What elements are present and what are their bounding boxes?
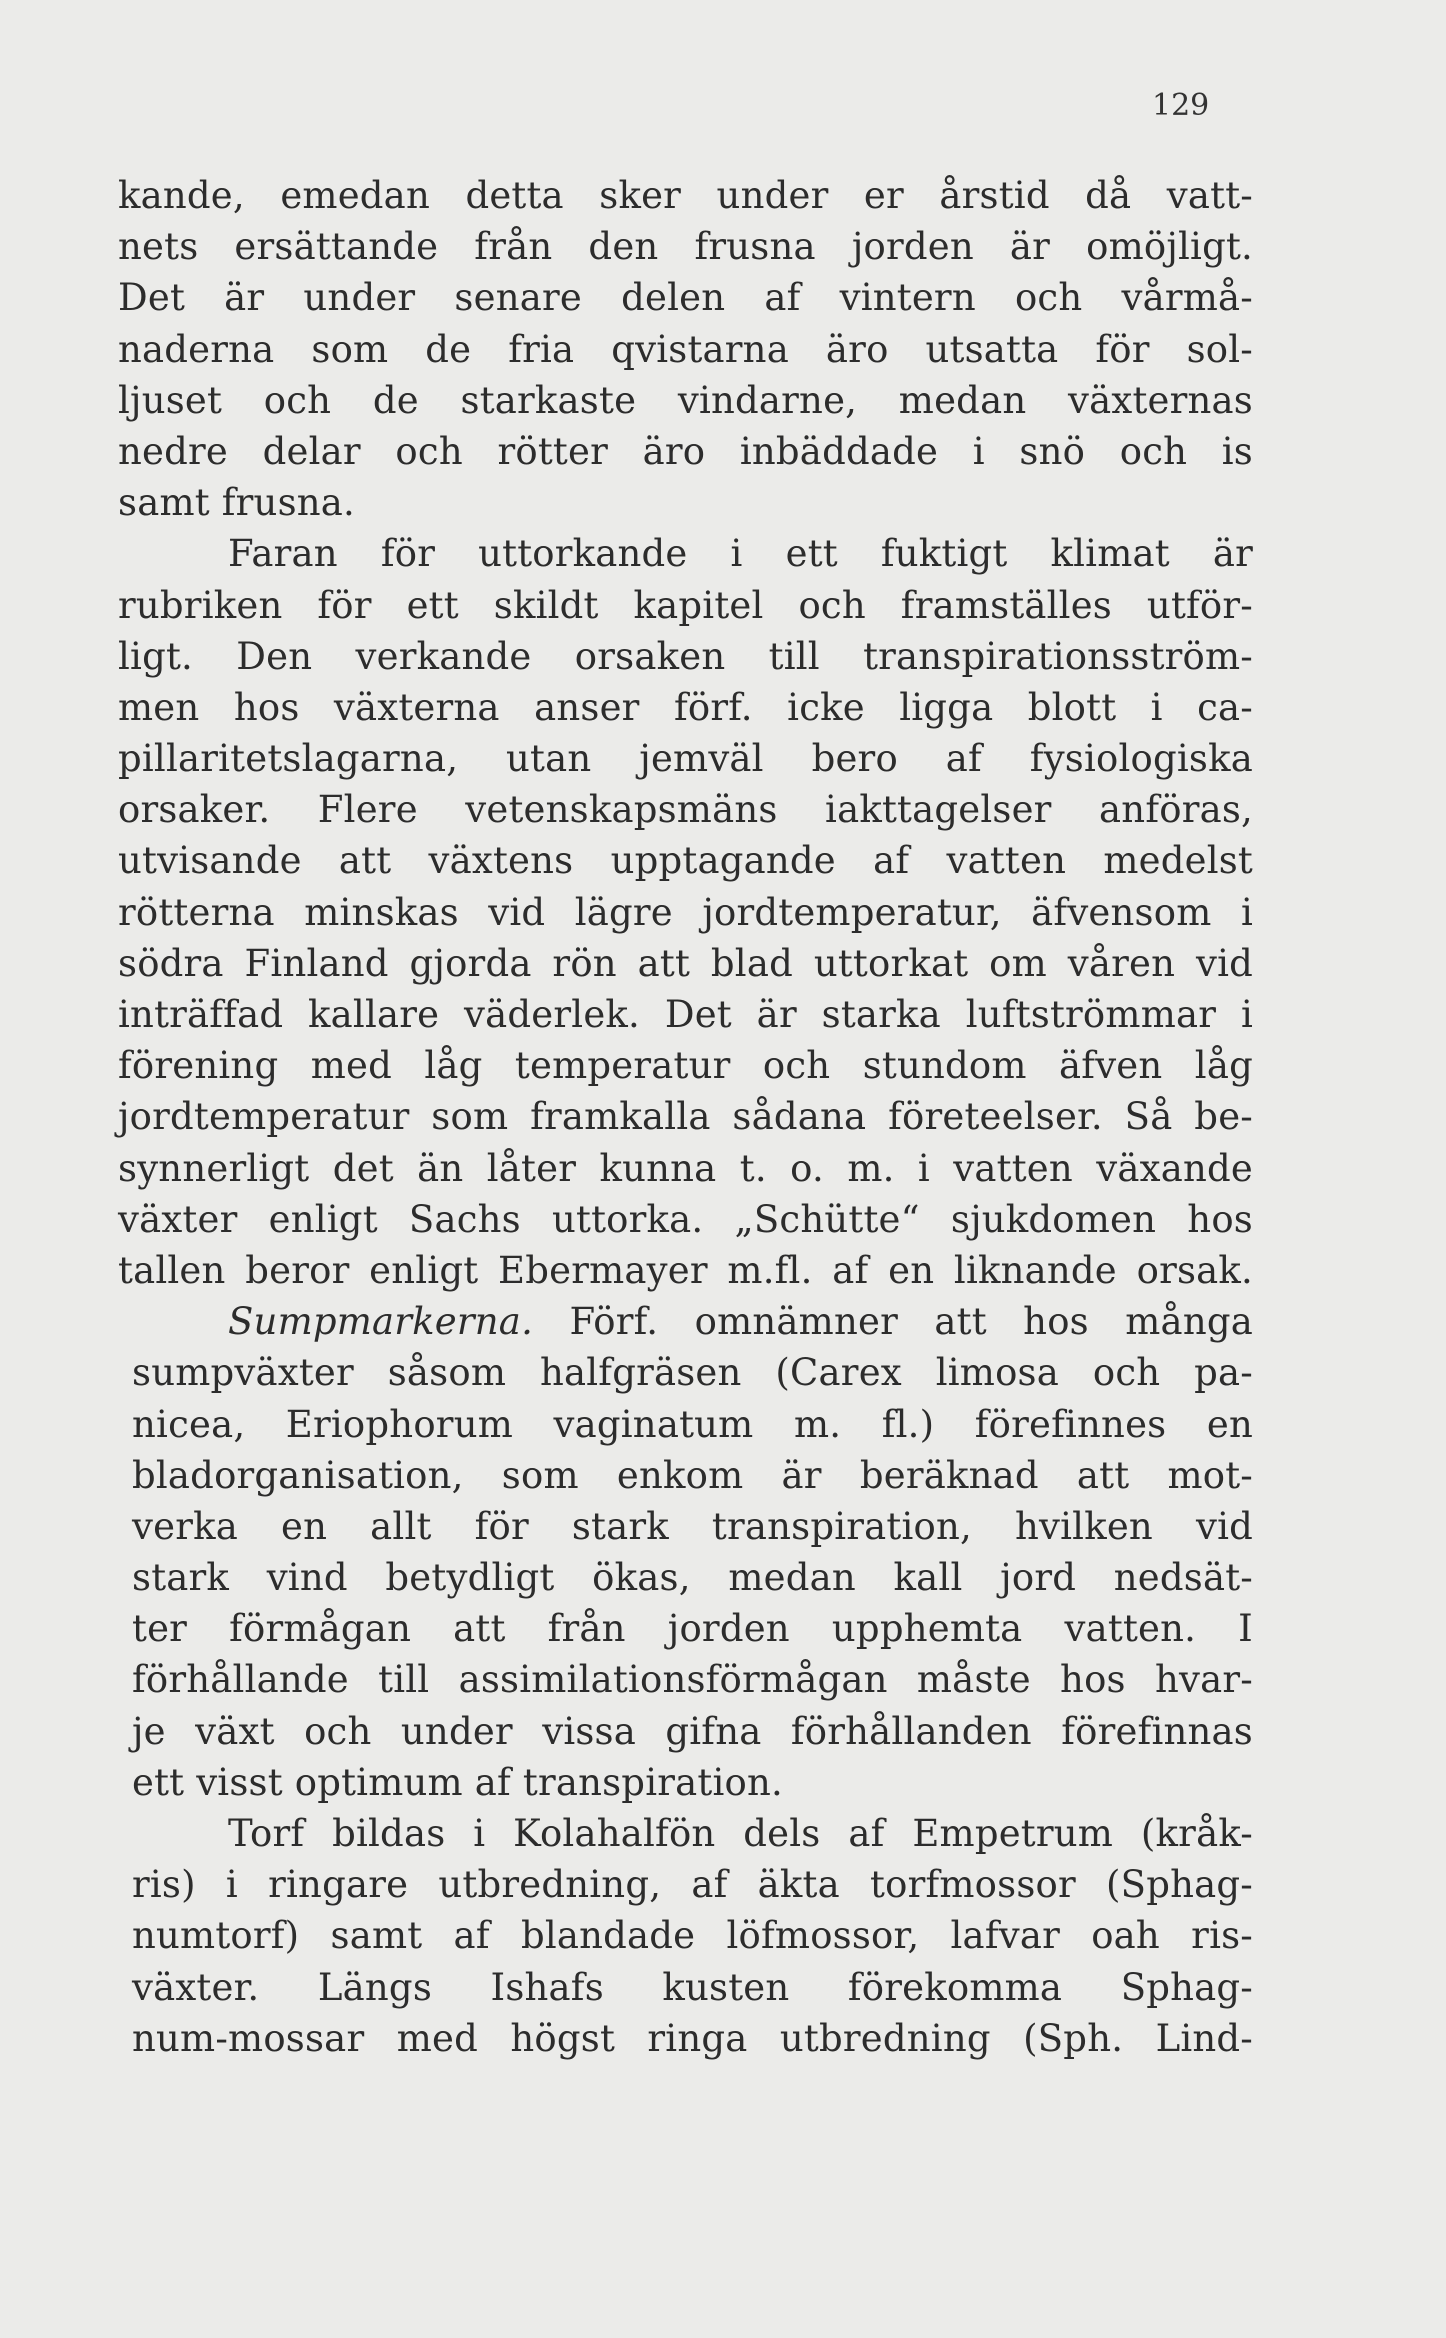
text-line: ljuset och de starkaste vindarne, medan växternas <box>118 378 1253 422</box>
text-line: sumpväxter såsom halfgräsen (Carex limosa och pa- <box>132 1351 1253 1395</box>
text-line: verka en allt för stark transpiration, hvilken vid <box>132 1504 1253 1548</box>
text-line: naderna som de fria qvistarna äro utsatta för sol- <box>118 327 1253 371</box>
text-line: num-mossar med högst ringa utbredning (Sph. Lind- <box>132 2016 1253 2060</box>
text-line: kande, emedan detta sker under er årstid då vatt- <box>118 174 1253 217</box>
text-line: pillaritetslagarna, utan jemväl bero af fysiologiska <box>118 737 1253 781</box>
text-line: men hos växterna anser förf. icke ligga blott i ca- <box>118 685 1253 729</box>
text-line <box>118 1296 1253 1347</box>
text-line: orsaker. Flere vetenskapsmäns iakttagelser anföras, <box>118 788 1253 832</box>
section-heading: Sumpmarkerna. <box>228 1300 534 1344</box>
text-line: Det är under senare delen af vintern och vårmå- <box>118 276 1253 320</box>
text-line: Torf bildas i Kolahalfön dels af Empetrum (kråk- <box>228 1812 1253 1855</box>
text-line: synnerligt det än låter kunna t. o. m. i vatten växande <box>118 1146 1253 1190</box>
body-text <box>118 170 1253 2064</box>
text-line: bladorganisation, som enkom är beräknad att mot- <box>132 1453 1253 1497</box>
text-line: Faran för uttorkande i ett fuktigt klimat är <box>228 532 1253 576</box>
text-line: ter förmågan att från jorden upphemta vatten. I <box>132 1607 1253 1651</box>
text-line: förhållande till assimilationsförmågan måste hos hvar- <box>132 1658 1253 1702</box>
text-line: stark vind betydligt ökas, medan kall jord nedsät- <box>132 1556 1253 1600</box>
text-line: rötterna minskas vid lägre jordtemperatur, äfvensom i <box>118 890 1253 934</box>
text-line: växter enligt Sachs uttorka. „Schütte“ sjukdomen hos <box>118 1197 1253 1241</box>
text-line: nets ersättande från den frusna jorden är omöjligt. <box>118 225 1253 269</box>
text-line: jordtemperatur som framkalla sådana företeelser. Så be- <box>118 1095 1253 1139</box>
text-line: ett visst optimum af transpiration. <box>132 1760 783 1804</box>
line-text: Förf. omnämner att hos många <box>533 1300 1253 1344</box>
text-line: utvisande att växtens upptagande af vatten medelst <box>118 839 1253 883</box>
text-line: tallen beror enligt Ebermayer m.fl. af en liknande orsak. <box>118 1248 1253 1292</box>
text-line: förening med låg temperatur och stundom äfven låg <box>118 1044 1253 1088</box>
text-line: nicea, Eriophorum vaginatum m. fl.) förefinnes en <box>132 1402 1253 1446</box>
text-line: je växt och under vissa gifna förhållanden förefinnas <box>132 1709 1253 1753</box>
text-line: nedre delar och rötter äro inbäddade i snö och is <box>118 429 1253 473</box>
text-line: rubriken för ett skildt kapitel och framställes utför- <box>118 583 1253 627</box>
text-line: södra Finland gjorda rön att blad uttorkat om våren vid <box>118 941 1253 985</box>
text-line: växter. Längs Ishafs kusten förekomma Sphag- <box>132 1965 1253 2009</box>
text-line: ligt. Den verkande orsaken till transpirationsström- <box>118 634 1253 678</box>
page-number: 129 <box>1152 88 1210 123</box>
text-line: inträffad kallare väderlek. Det är starka luftströmmar i <box>118 993 1253 1036</box>
text-line: ris) i ringare utbredning, af äkta torfmossor (Sphag- <box>132 1863 1253 1907</box>
text-line: numtorf) samt af blandade löfmossor, lafvar oah ris- <box>132 1914 1253 1958</box>
text-line: samt frusna. <box>118 481 356 525</box>
